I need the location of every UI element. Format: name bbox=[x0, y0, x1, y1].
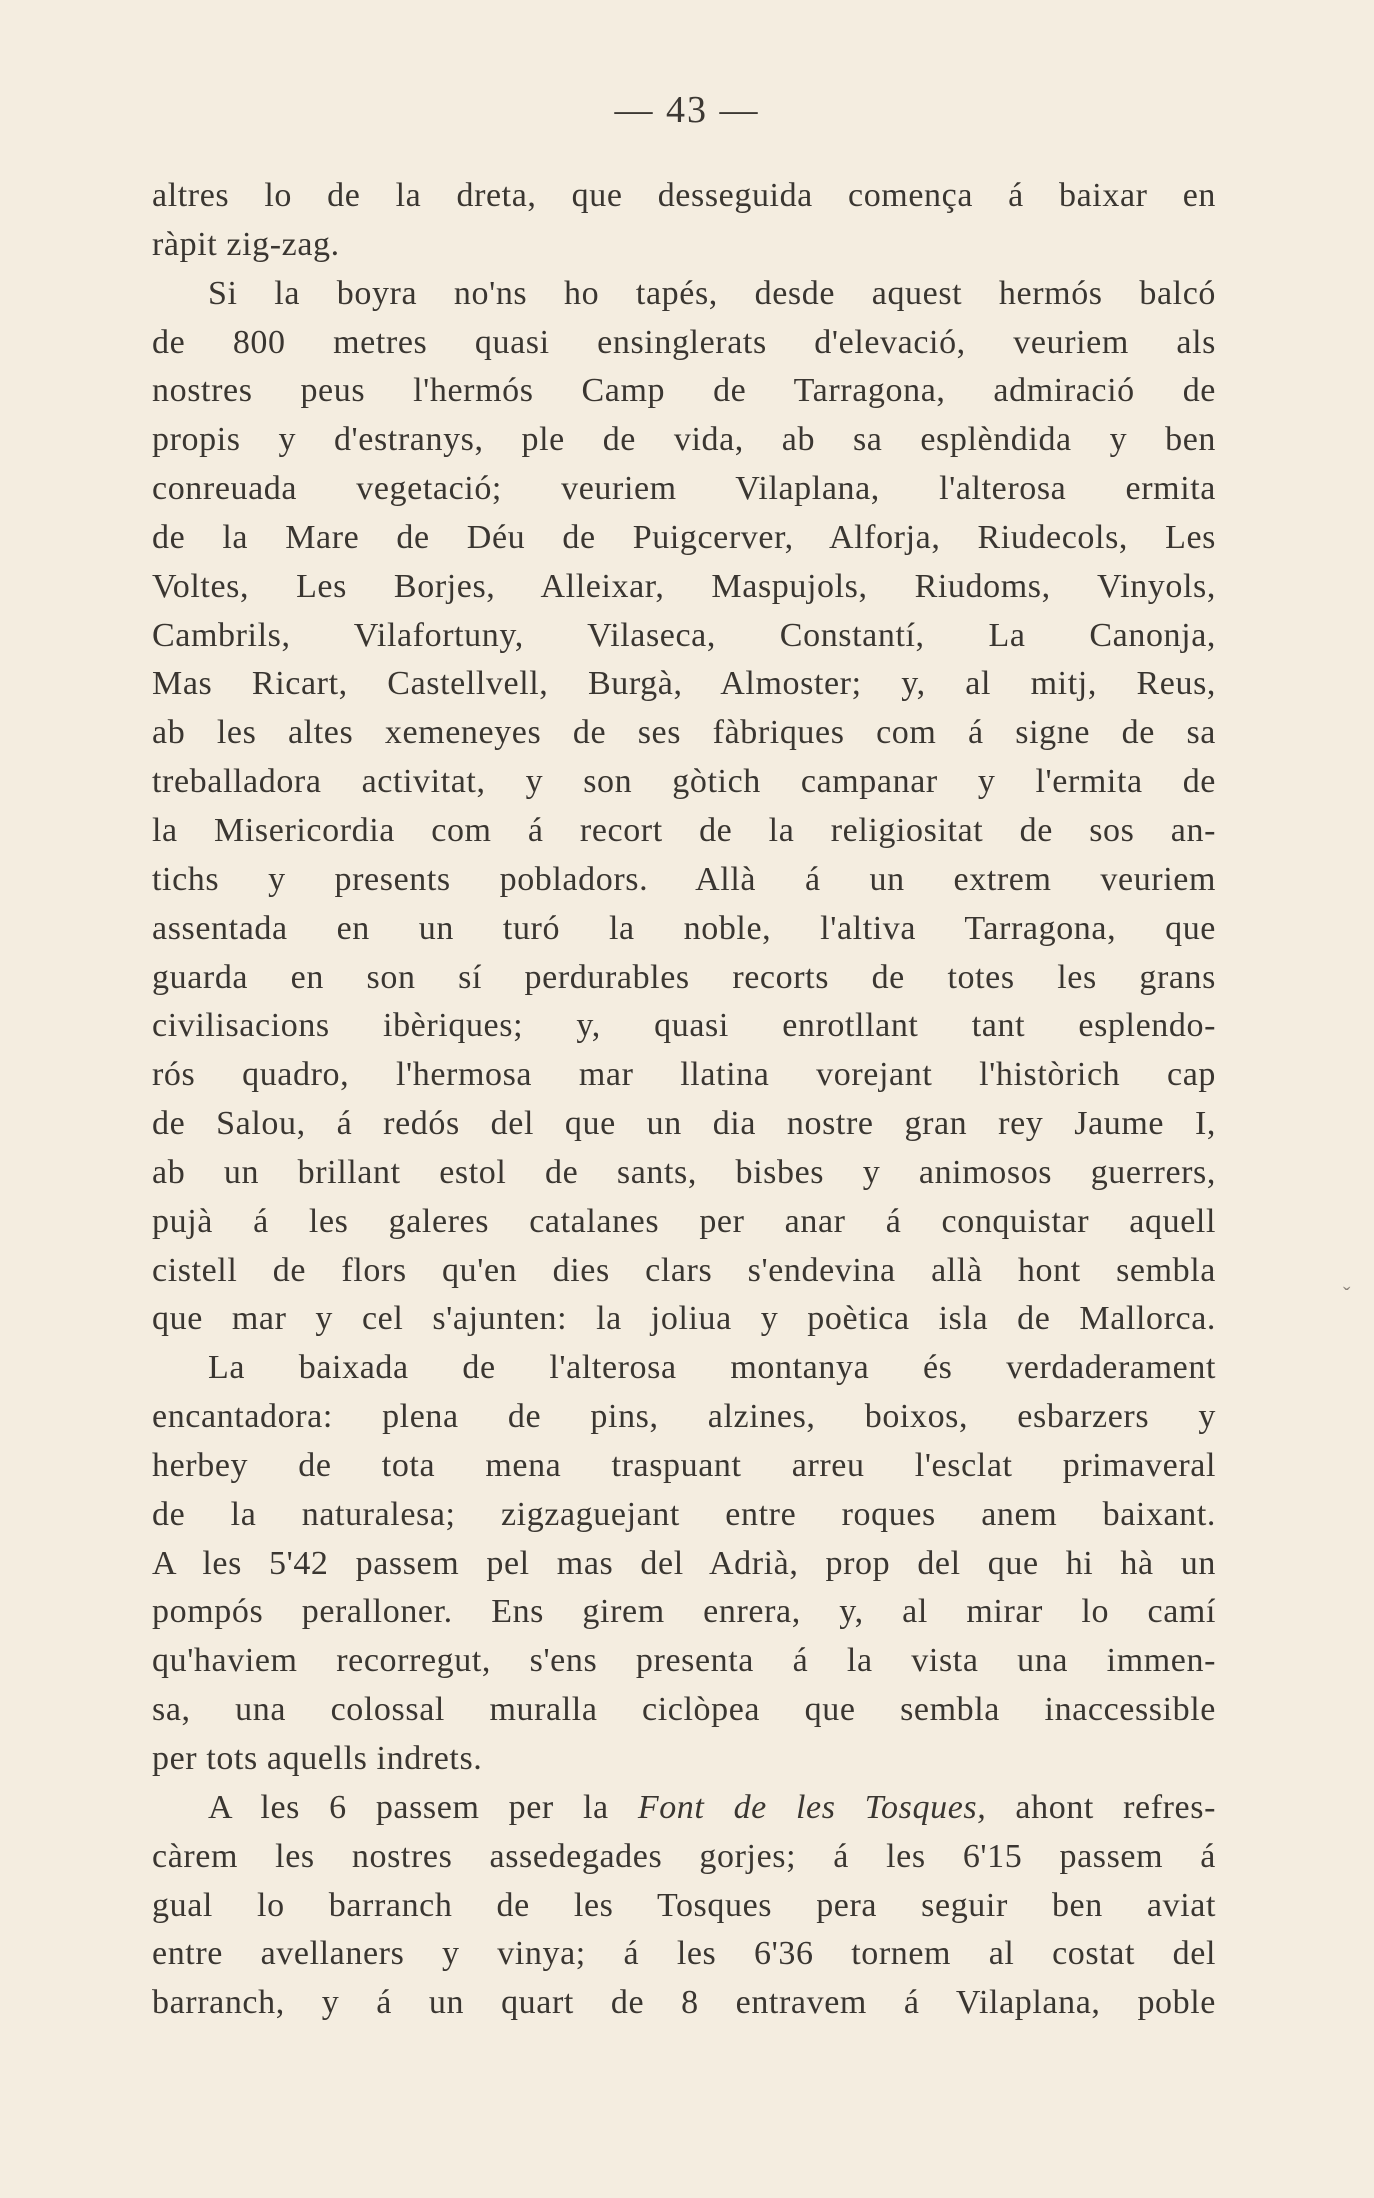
text-line: de 800 metres quasi ensinglerats d'elevació, veuriem als bbox=[152, 323, 1216, 361]
place-name-italic: Font de les Tosques, bbox=[637, 1788, 987, 1826]
text-line: de Salou, á redós del que un dia nostre gran rey Jaume I, bbox=[152, 1105, 1216, 1143]
text-line: rós quadro, l'hermosa mar llatina vorejant l'històrich cap bbox=[152, 1056, 1216, 1094]
text-line: sa, una colossal muralla ciclòpea que sembla inaccessible bbox=[152, 1691, 1216, 1729]
body-text bbox=[152, 172, 1216, 2028]
paragraph-start-line: La baixada de l'alterosa montanya és verdaderament bbox=[208, 1349, 1216, 1387]
text-line: de la naturalesa; zigzaguejant entre roques anem baixant. bbox=[152, 1495, 1216, 1533]
text-line: treballadora activitat, y son gòtich campanar y l'ermita de bbox=[152, 763, 1216, 801]
text-line: Cambrils, Vilafortuny, Vilaseca, Constantí, La Canonja, bbox=[152, 616, 1216, 654]
text-line: civilisacions ibèriques; y, quasi enrotllant tant esplendo- bbox=[152, 1007, 1216, 1045]
page-number: — 43 — bbox=[614, 89, 760, 131]
text-line: que mar y cel s'ajunten: la joliua y poètica isla de Mallorca. bbox=[152, 1300, 1216, 1338]
text-segment: A les 6 passem per la bbox=[208, 1788, 638, 1826]
text-line: Mas Ricart, Castellvell, Burgà, Almoster; y, al mitj, Reus, bbox=[152, 665, 1216, 703]
text-line: gual lo barranch de les Tosques pera seguir ben aviat bbox=[152, 1886, 1216, 1924]
text-line: ràpit zig-zag. bbox=[152, 225, 340, 263]
text-line: de la Mare de Déu de Puigcerver, Alforja, Riudecols, Les bbox=[152, 518, 1216, 556]
text-line: Voltes, Les Borjes, Alleixar, Maspujols, Riudoms, Vinyols, bbox=[152, 567, 1216, 605]
text-line: ab un brillant estol de sants, bisbes y animosos guerrers, bbox=[152, 1153, 1216, 1191]
text-line: tichs y presents pobladors. Allà á un extrem veuriem bbox=[152, 860, 1216, 898]
paragraph-start-line: Si la boyra no'ns ho tapés, desde aquest hermós balcó bbox=[208, 274, 1216, 312]
text-line: A les 5'42 passem pel mas del Adrià, prop del que hi hà un bbox=[152, 1544, 1216, 1582]
text-line: pompós peralloner. Ens girem enrera, y, al mirar lo camí bbox=[152, 1593, 1216, 1631]
text-line: barranch, y á un quart de 8 entravem á Vilaplana, poble bbox=[152, 1984, 1216, 2022]
text-line: per tots aquells indrets. bbox=[152, 1740, 483, 1777]
text-line: guarda en son sí perdurables recorts de totes les grans bbox=[152, 958, 1216, 996]
text-line: cistell de flors qu'en dies clars s'endevina allà hont sembla bbox=[152, 1251, 1216, 1289]
text-line: càrem les nostres assedegades gorjes; á les 6'15 passem á bbox=[152, 1837, 1216, 1875]
text-line: nostres peus l'hermós Camp de Tarragona, admiració de bbox=[152, 372, 1216, 410]
text-line: assentada en un turó la noble, l'altiva Tarragona, que bbox=[152, 909, 1216, 947]
text-line: ab les altes xemeneyes de ses fàbriques com á signe de sa bbox=[152, 714, 1216, 752]
text-line: la Misericordia com á recort de la religiositat de sos an- bbox=[152, 811, 1216, 849]
text-line: encantadora: plena de pins, alzines, boixos, esbarzers y bbox=[152, 1398, 1216, 1436]
text-line: conreuada vegetació; veuriem Vilaplana, l'alterosa ermita bbox=[152, 470, 1216, 508]
text-line: pujà á les galeres catalanes per anar á conquistar aquell bbox=[152, 1202, 1216, 1240]
paragraph-start-line bbox=[152, 1784, 1216, 1833]
text-line: herbey de tota mena traspuant arreu l'esclat primaveral bbox=[152, 1446, 1216, 1484]
text-segment: ahont refres- bbox=[986, 1788, 1216, 1826]
text-line: qu'haviem recorregut, s'ens presenta á la vista una immen- bbox=[152, 1642, 1216, 1680]
margin-mark: ˇ bbox=[1343, 1282, 1351, 1307]
text-line: altres lo de la dreta, que desseguida comença á baixar en bbox=[152, 177, 1216, 214]
text-line: entre avellaners y vinya; á les 6'36 tornem al costat del bbox=[152, 1935, 1216, 1973]
text-line: propis y d'estranys, ple de vida, ab sa esplèndida y ben bbox=[152, 421, 1216, 459]
